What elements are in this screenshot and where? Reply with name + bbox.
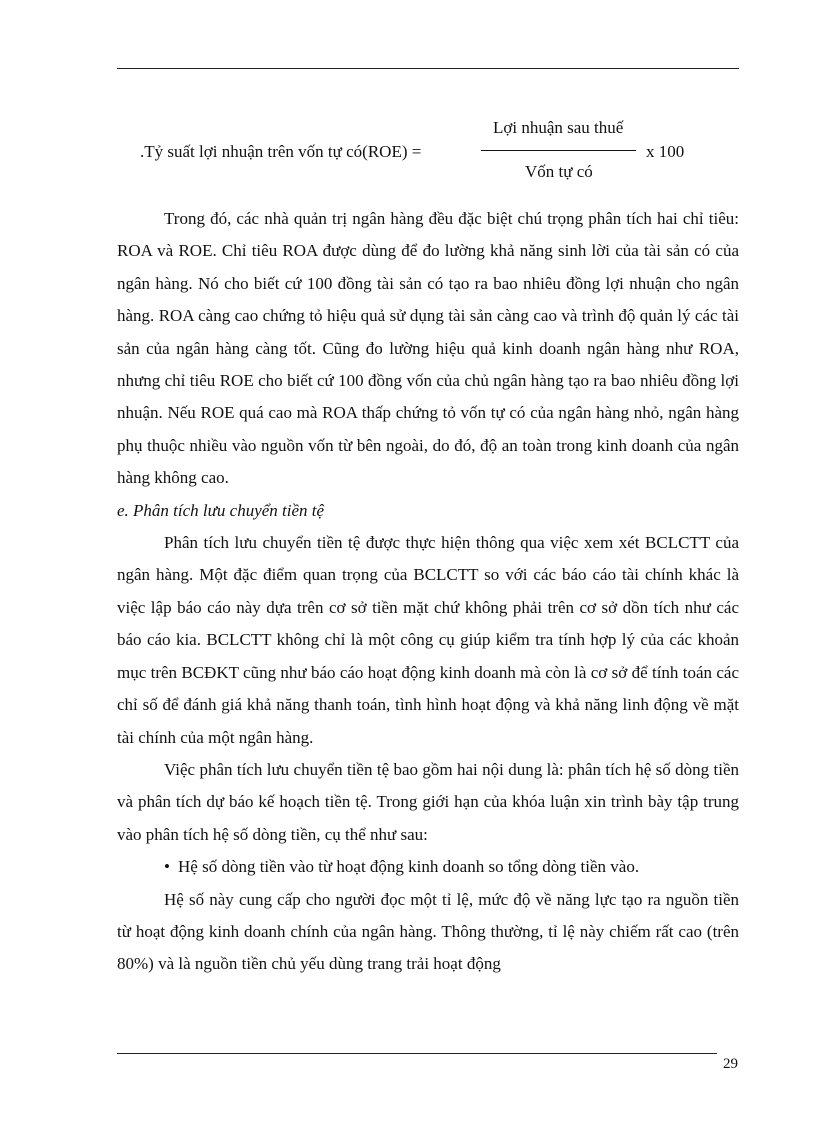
bullet-item bbox=[117, 851, 739, 883]
paragraph-cash-flow: Phân tích lưu chuyển tiền tệ được thực hiện thông qua việc xem xét BCLCTT của ngân hàng. Một đặc điểm quan trọng của BCLCTT so với các báo cáo tài chính khác là việc lập báo cáo này dựa trên cơ sở tiền mặt chứ không phải trên cơ sở dồn tích như các báo cáo kia. BCLCTT không chỉ là một công cụ giúp kiểm tra tính hợp lý của các khoản mục trên BCĐKT cũng như báo cáo hoạt động kinh doanh mà còn là cơ sở để tính toán các chỉ số để đánh giá khả năng thanh toán, tình hình hoạt động và khả năng linh động về mặt tài chính của một ngân hàng. bbox=[117, 533, 739, 747]
paragraph-analysis-scope: Việc phân tích lưu chuyển tiền tệ bao gồm hai nội dung là: phân tích hệ số dòng tiền và phân tích dự báo kế hoạch tiền tệ. Trong giới hạn của khóa luận xin trình bày tập trung vào phân tích hệ số dòng tiền, cụ thể như sau: bbox=[117, 759, 739, 844]
formula-denominator: Vốn tự có bbox=[525, 162, 593, 181]
bullet-icon: • bbox=[164, 857, 170, 877]
section-heading: e. Phân tích lưu chuyển tiền tệ bbox=[117, 500, 325, 520]
bullet-text: Hệ số dòng tiền vào từ hoạt động kinh doanh so tổng dòng tiền vào. bbox=[178, 857, 640, 877]
body-text bbox=[117, 203, 739, 981]
header-rule bbox=[117, 68, 739, 69]
formula-label: .Tỷ suất lợi nhuận trên vốn tự có(ROE) = bbox=[140, 142, 422, 161]
formula-multiplier: x 100 bbox=[646, 142, 685, 161]
footer-rule bbox=[117, 1053, 717, 1054]
paragraph-ratio: Hệ số này cung cấp cho người đọc một tỉ lệ, mức độ về năng lực tạo ra nguồn tiền từ hoạt động kinh doanh chính của ngân hàng. Thông thường, tỉ lệ này chiếm rất cao (trên 80%) và là nguồn tiền chủ yếu dùng trang trải hoạt động bbox=[117, 889, 739, 974]
fraction-bar bbox=[481, 150, 636, 151]
paragraph-roa-roe: Trong đó, các nhà quản trị ngân hàng đều đặc biệt chú trọng phân tích hai chỉ tiêu: ROA và ROE. Chỉ tiêu ROA được dùng để đo lường khả năng sinh lời của tài sản có của ngân hàng. Nó cho biết cứ 100 đồng tài sản có tạo ra bao nhiêu đồng lợi nhuận cho ngân hàng. ROA càng cao chứng tỏ hiệu quả sử dụng tài sản càng cao và trình độ quản lý các tài sản của ngân hàng càng tốt. Cũng đo lường hiệu quả kinh doanh ngân hàng như ROA, nhưng chỉ tiêu ROE cho biết cứ 100 đồng vốn của chủ ngân hàng tạo ra bao nhiêu đồng lợi nhuận. Nếu ROE quá cao mà ROA thấp chứng tỏ vốn tự có của ngân hàng nhỏ, ngân hàng phụ thuộc nhiều vào nguồn vốn từ bên ngoài, do đó, độ an toàn trong kinh doanh của ngân hàng không cao. bbox=[117, 209, 739, 488]
roe-formula bbox=[140, 112, 740, 192]
page-number: 29 bbox=[723, 1056, 738, 1072]
formula-numerator: Lợi nhuận sau thuế bbox=[493, 118, 624, 137]
